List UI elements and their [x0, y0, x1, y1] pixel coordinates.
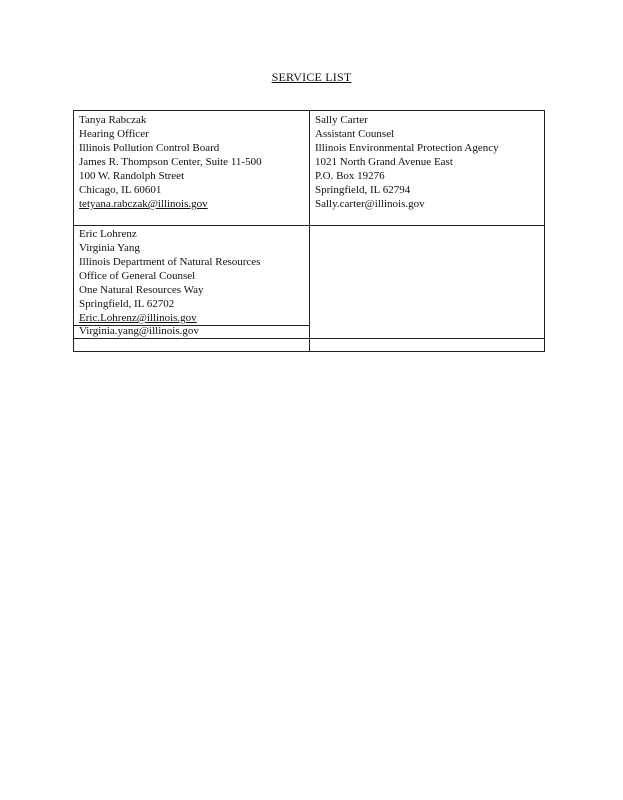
- contact-department: Office of General Counsel: [79, 270, 196, 282]
- table-border-left: [73, 110, 74, 352]
- contact-email-link[interactable]: tetyana.rabczak@illinois.gov: [79, 198, 208, 210]
- table-border-right: [544, 110, 545, 352]
- contact-organization: Illinois Department of Natural Resources: [79, 256, 261, 268]
- contact-role: Assistant Counsel: [315, 128, 395, 140]
- service-list-table: [73, 110, 545, 352]
- contact-role: Hearing Officer: [79, 128, 149, 140]
- contact-cell-rabczak: [79, 113, 262, 211]
- contact-city: Chicago, IL 60601: [79, 184, 162, 196]
- contact-cell-lohrenz-yang: [79, 227, 260, 325]
- contact-address-line: One Natural Resources Way: [79, 284, 204, 296]
- table-column-divider: [309, 110, 310, 352]
- contact-address-line: 100 W. Randolph Street: [79, 170, 185, 182]
- contact-address-line: James R. Thompson Center, Suite 11-500: [79, 156, 262, 168]
- contact-email-link[interactable]: Virginia.yang@illinois.gov: [79, 325, 199, 337]
- page-title: SERVICE LIST: [271, 70, 352, 84]
- contact-city: Springfield, IL 62794: [315, 184, 411, 196]
- contact-city: Springfield, IL 62702: [79, 298, 175, 310]
- contact-cell-carter: [315, 113, 499, 211]
- contact-name: Tanya Rabczak: [79, 114, 147, 126]
- contact-email-link[interactable]: Eric.Lohrenz@illinois.gov: [79, 312, 197, 324]
- contact-email: Sally.carter@illinois.gov: [315, 198, 425, 210]
- contact-organization: Illinois Pollution Control Board: [79, 142, 220, 154]
- contact-name: Eric Lohrenz: [79, 228, 137, 240]
- contact-address-line: P.O. Box 19276: [315, 170, 385, 182]
- contact-name: Sally Carter: [315, 114, 368, 126]
- table-row-divider-lower: [73, 338, 545, 339]
- contact-name: Virginia Yang: [79, 242, 140, 254]
- contact-address-line: 1021 North Grand Avenue East: [315, 156, 453, 168]
- table-row-divider: [73, 225, 545, 226]
- contact-organization: Illinois Environmental Protection Agency: [315, 142, 499, 154]
